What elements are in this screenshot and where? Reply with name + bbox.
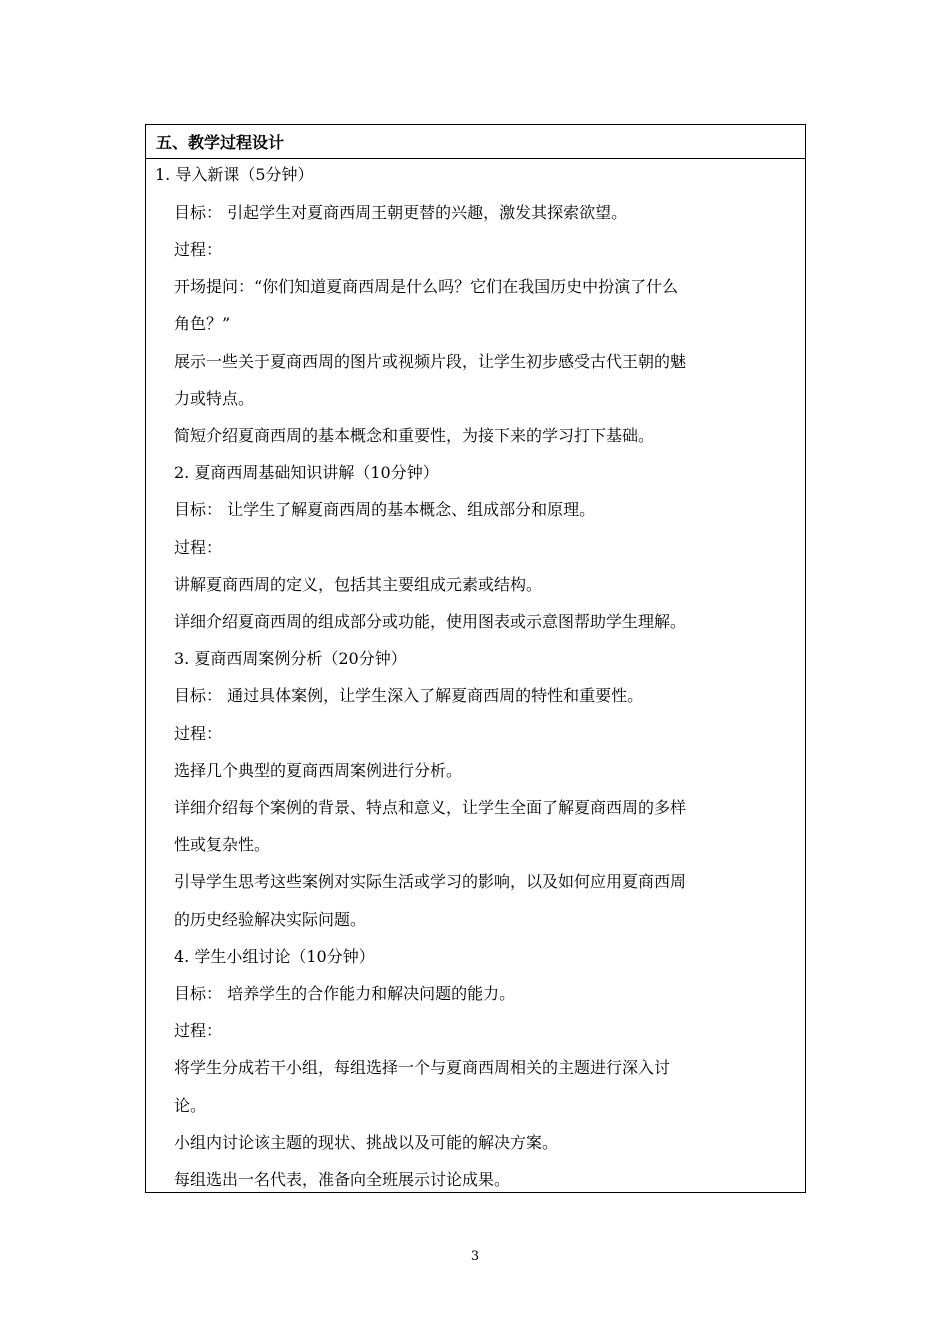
list-item: 目标： 引起学生对夏商西周王朝更替的兴趣，激发其探索欲望。 xyxy=(174,203,628,222)
list-item: 角色？” xyxy=(174,314,231,333)
list-item: 目标： 培养学生的合作能力和解决问题的能力。 xyxy=(174,984,516,1003)
list-item: 展示一些关于夏商西周的图片或视频片段，让学生初步感受古代王朝的魅 xyxy=(174,352,687,371)
list-item: 的历史经验解决实际问题。 xyxy=(174,910,367,929)
list-item: 论。 xyxy=(174,1096,207,1115)
list-item: 引导学生思考这些案例对实际生活或学习的影响，以及如何应用夏商西周 xyxy=(174,872,687,891)
list-item: 力或特点。 xyxy=(174,389,255,408)
section-title: 五、教学过程设计 xyxy=(156,133,285,152)
list-item: 小组内讨论该主题的现状、挑战以及可能的解决方案。 xyxy=(174,1133,559,1152)
page-number: 3 xyxy=(470,1249,480,1264)
list-item: 2. 夏商西周基础知识讲解（10分钟） xyxy=(174,463,439,482)
list-item: 选择几个典型的夏商西周案例进行分析。 xyxy=(174,761,463,780)
list-item: 目标： 让学生了解夏商西周的基本概念、组成部分和原理。 xyxy=(174,500,596,519)
list-item: 目标： 通过具体案例，让学生深入了解夏商西周的特性和重要性。 xyxy=(174,686,644,705)
list-item: 将学生分成若干小组，每组选择一个与夏商西周相关的主题进行深入讨 xyxy=(174,1058,671,1077)
list-item: 简短介绍夏商西周的基本概念和重要性，为接下来的学习打下基础。 xyxy=(174,426,655,445)
lesson-table xyxy=(145,124,806,1193)
list-item: 过程： xyxy=(174,724,223,743)
list-item: 性或复杂性。 xyxy=(174,835,271,854)
list-item: 过程： xyxy=(174,240,223,259)
list-item: 每组选出一名代表，准备向全班展示讨论成果。 xyxy=(174,1170,511,1189)
list-item: 过程： xyxy=(174,1021,223,1040)
list-item: 4. 学生小组讨论（10分钟） xyxy=(174,947,375,966)
list-item: 1. 导入新课（5分钟） xyxy=(155,165,314,184)
list-item: 详细介绍夏商西周的组成部分或功能，使用图表或示意图帮助学生理解。 xyxy=(174,612,687,631)
list-item: 详细介绍每个案例的背景、特点和意义，让学生全面了解夏商西周的多样 xyxy=(174,798,687,817)
list-item: 3. 夏商西周案例分析（20分钟） xyxy=(174,649,407,668)
list-item: 过程： xyxy=(174,538,223,557)
table-header-row xyxy=(146,125,805,159)
list-item: 开场提问：“你们知道夏商西周是什么吗？它们在我国历史中扮演了什么 xyxy=(174,277,679,296)
list-item: 讲解夏商西周的定义，包括其主要组成元素或结构。 xyxy=(174,575,543,594)
